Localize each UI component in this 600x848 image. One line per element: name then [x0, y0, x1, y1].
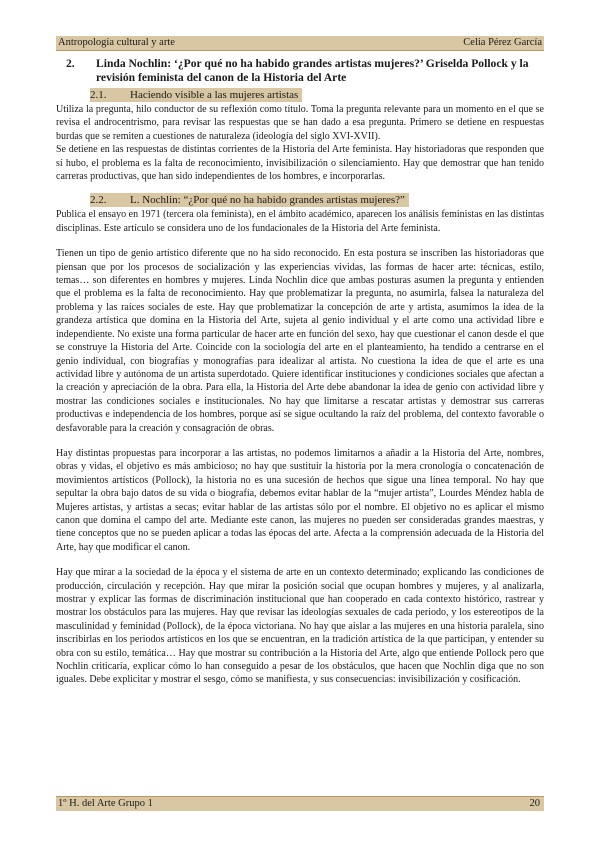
header-author: Celia Pérez García: [463, 37, 542, 48]
subsection-title: Haciendo visible a las mujeres artistas: [130, 89, 299, 101]
paragraph: Tienen un tipo de genio artístico diferente que no ha sido reconocido. En esta postura se inscriben las historiadoras que piensan que por los procesos de socialización y las experiencias vividas, las formas de hacer arte: técnicas, estilo, temas… son diferentes en hombres y mujeres. Linda Nochlin dice que ambas posturas asumen la pregunta y entienden que el problema es la falta de reconocimiento. Hay que problematizar la pregunta, no asumirla, falsea la naturaleza del problema y las raíces sociales de este. Hay que problematizar la concepción de arte y artista, asumimos la idea de la grandeza artística que domina en la Historia del Arte, sujeta al genio individual y el arte como una actividad libre e independiente. No existe una forma particular de hacer arte en función del sexo, hay que cuestionar el canon desde el que se construye la Historia del Arte. Coincide con la sociología del arte en el planteamiento, ha tendido a centrarse en el genio individual, con biografías y monografías para idealizar al artista. No cuestiona la idea de que el arte es una actividad libre y autónoma de un artista superdotado. Quiere identificar instituciones y condiciones sociales que afectan a la creación y apreciación de la obra. Para ella, la Historia del Arte debe abandonar la idea de genio con actividad libre y mostrar las condiciones sociales e institucionales. No hay que limitarse a rescatar artistas y demostrar sus carreras productivas e independencia de los hombres, porque así se sigue ocultando la raíz del problema, del contexto favorable o desfavorable para la creación y consagración de obras.: [56, 248, 544, 434]
header-course: Antropología cultural y arte: [58, 37, 175, 48]
subsection-number: 2.1.: [90, 89, 107, 101]
paragraph: Utiliza la pregunta, hilo conductor de su reflexión como título. Toma la pregunta relevante para un momento en el que se revisa el androcentrismo, para revisar las respuestas que se han dado a esa pregunta. Primero se detiene en respuestas burdas que se remiten a cuestiones de naturaleza (ideología del siglo XVI-XVII).: [56, 104, 544, 142]
page-content: [56, 57, 544, 687]
subsection-title: L. Nochlin: “¿Por qué no ha habido grandes artistas mujeres?”: [130, 194, 405, 207]
page-header: [56, 36, 544, 51]
section-number: 2.: [66, 57, 75, 70]
section-heading: [56, 57, 544, 85]
subsection-number: 2.2.: [90, 194, 107, 207]
paragraph: Hay distintas propuestas para incorporar a las artistas, no podemos limitarnos a añadir a la Historia del Arte, nombres, obras y vidas, el objetivo es más ambicioso; no hay que sustituir la historia por la mera cronología o concatenación de movimientos artísticos (Pollock), la historia no es una sucesión de hechos que sigue una línea temporal. No hay que sepultar la obra bajo datos de su vida o biografía, debemos evitar hablar de la “mujer artista”, Lourdes Méndez habla de Mujeres artistas, y artistas a secas; evitar hablar de las artistas sólo por el nombre. El objetivo no es aplicar el mismo canon que domina el campo del arte. Mediante este canon, las mujeres no pueden ser consideradas grandes maestras, y tiene conceptos que no se pueden aplicar a todas las épocas del arte. Afecta a la comprensión adecuada de la Historia del Arte, hay que modificar el canon.: [56, 447, 544, 553]
footer-group: 1º H. del Arte Grupo 1: [58, 798, 153, 809]
page-footer: [56, 796, 544, 811]
page-number: 20: [529, 798, 540, 809]
subsection-heading-2: [56, 193, 544, 207]
paragraph: Publica el ensayo en 1971 (tercera ola feminista), en el ámbito académico, aparecen los análisis feministas en las distintas disciplinas. Este artículo se considera uno de los fundacionales de la Historia del Arte feminista.: [56, 209, 544, 234]
section-title: Linda Nochlin: ‘¿Por qué no ha habido grandes artistas mujeres?’ Griselda Pollock y la revisión feminista del canon de la Historia del Arte: [96, 57, 529, 84]
paragraph: Hay que mirar a la sociedad de la época y el sistema de arte en un contexto determinado; explicando las condiciones de producción, circulación y recepción. Hay que mirar la posición social que ocupan hombres y mujeres, y al analizarla, mostrar y explicar las formas de discriminación institucional que han cooperado en cada contexto histórico, rastrear y mostrar los obstáculos para las mujeres. Hay que revisar las ideologías sexuales de cada periodo, y los estereotipos de la masculinidad y feminidad (Pollock), de la época victoriana. No hay que aislar a las mujeres en una historia paralela, sino inscribirlas en los periodos artísticos en los que se encuentran, en la tradición artística de la que participan, y entender su obra con su estilo, temática… Hay que mostrar su contribución a la Historia del Arte, algo que entiende Pollock pero que Nochlin criticaría, explicar cómo lo han conseguido a pesar de los obstáculos, que hacen que Nochlin diga que no son iguales. Debe explicitar y mostrar el sesgo, cómo se manifiesta, y sus consecuencias: invisibilización y cosificación.: [56, 567, 544, 686]
paragraph: Se detiene en las respuestas de distintas corrientes de la Historia del Arte feminista. Hay historiadoras que responden que sí hubo, el problema es la falta de reconocimiento, invisibilización o silenciamiento. Hay que demostrar que han tenido carreras productivas, que han sido independientes de los hombres, e incorporarlas.: [56, 144, 544, 183]
subsection-heading-1: [56, 88, 544, 102]
